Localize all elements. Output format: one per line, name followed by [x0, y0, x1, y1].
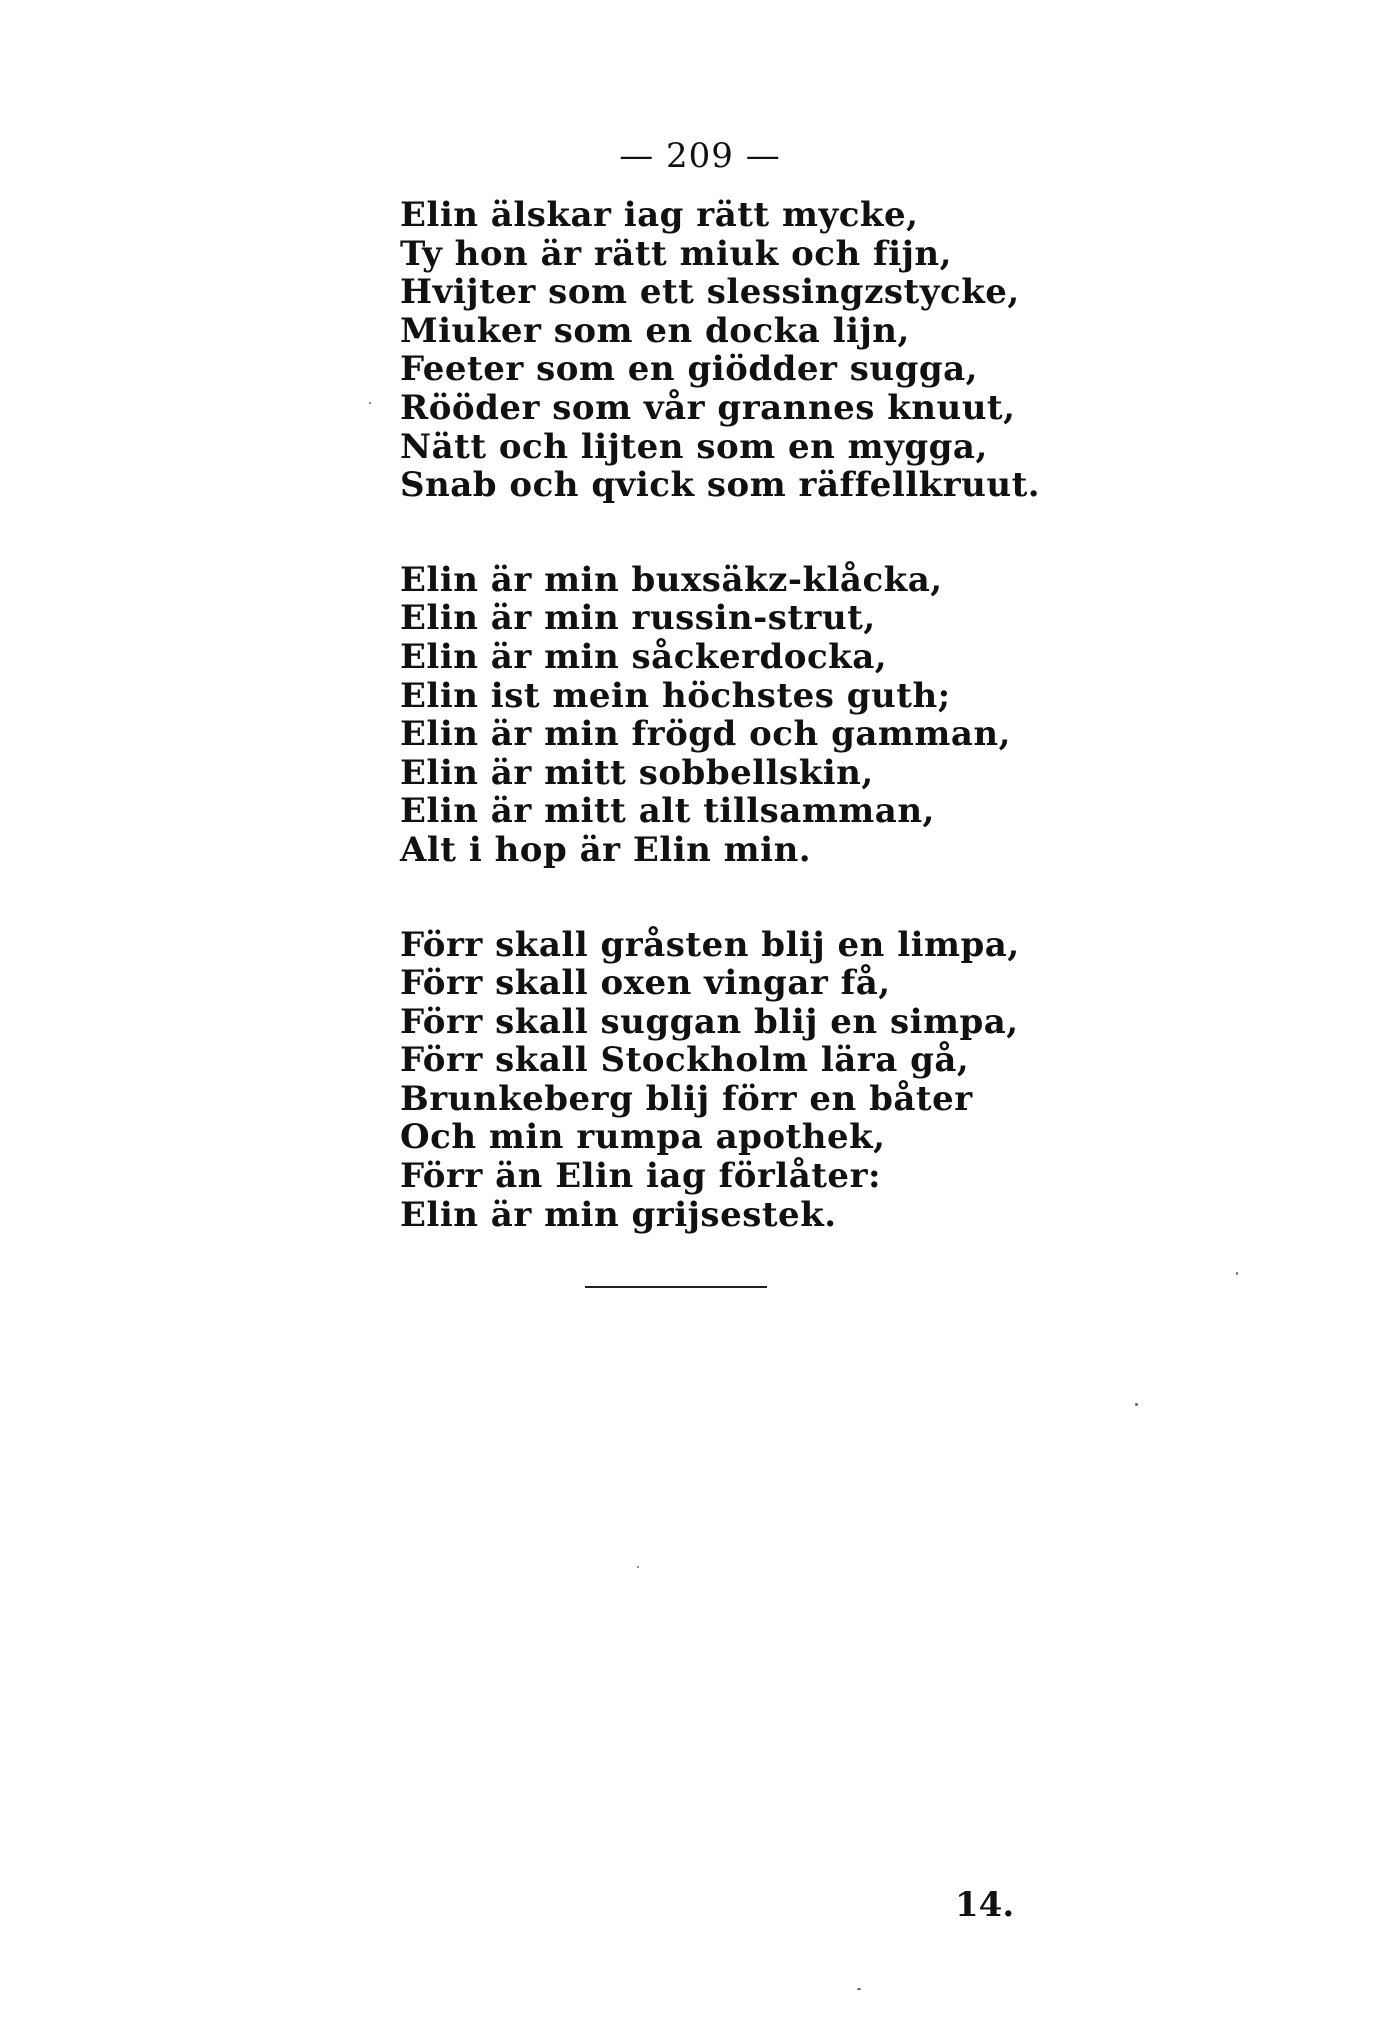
poem-line: Elin är min grijsestek. — [400, 1194, 837, 1235]
poem-line: Elin är mitt alt tillsamman, — [400, 791, 935, 832]
section-divider — [585, 1286, 767, 1288]
poem-line: Snab och qvick som räffellkruut. — [400, 465, 1041, 506]
signature-mark: 14. — [955, 1885, 1015, 1925]
poem-line: Nätt och lijten som en mygga, — [400, 426, 988, 467]
poem-line: Och min rumpa apothek, — [400, 1117, 886, 1158]
print-speck — [637, 1566, 639, 1568]
print-speck — [369, 402, 371, 404]
poem-line: Förr skall oxen vingar få, — [400, 963, 891, 1004]
print-speck — [1236, 1272, 1238, 1275]
poem-line: Förr skall Stockholm lära gå, — [400, 1040, 970, 1081]
poem-line: Brunkeberg blij förr en båter — [400, 1078, 973, 1119]
poem-line: Hvijter som ett slessingzstycke, — [400, 272, 1020, 313]
print-speck — [857, 1988, 861, 1990]
poem-line: Alt i hop är Elin min. — [400, 829, 812, 870]
poem-line: Feeter som en giödder sugga, — [400, 349, 979, 390]
poem-line: Elin är min såckerdocka, — [400, 636, 888, 677]
poem-line: Elin är min frögd och gamman, — [400, 714, 1011, 755]
poem-line: Ty hon är rätt miuk och fijn, — [400, 233, 952, 274]
poem-line: Elin älskar iag rätt mycke, — [400, 195, 919, 235]
poem-line: Elin är min buxsäkz-klåcka, — [400, 559, 943, 600]
page-number: — 209 — — [619, 136, 781, 176]
poem-line: Förr än Elin iag förlåter: — [400, 1156, 882, 1197]
poem-line: Elin är min russin-strut, — [400, 598, 876, 639]
print-speck — [1135, 1403, 1138, 1406]
poem-line: Elin är mitt sobbellskin, — [400, 752, 874, 793]
stanza-2 — [400, 559, 1011, 870]
poem-line: Förr skall suggan blij en simpa, — [400, 1001, 1019, 1042]
poem-line: Elin ist mein höchstes guth; — [400, 675, 951, 716]
poem — [400, 195, 1041, 1290]
poem-line: Miuker som en docka lijn, — [400, 310, 910, 351]
poem-line: Förr skall gråsten blij en limpa, — [400, 924, 1020, 965]
poem-line: Rööder som vår grannes knuut, — [400, 387, 1016, 428]
stanza-3 — [400, 924, 1020, 1235]
stanza-1 — [400, 195, 1041, 506]
